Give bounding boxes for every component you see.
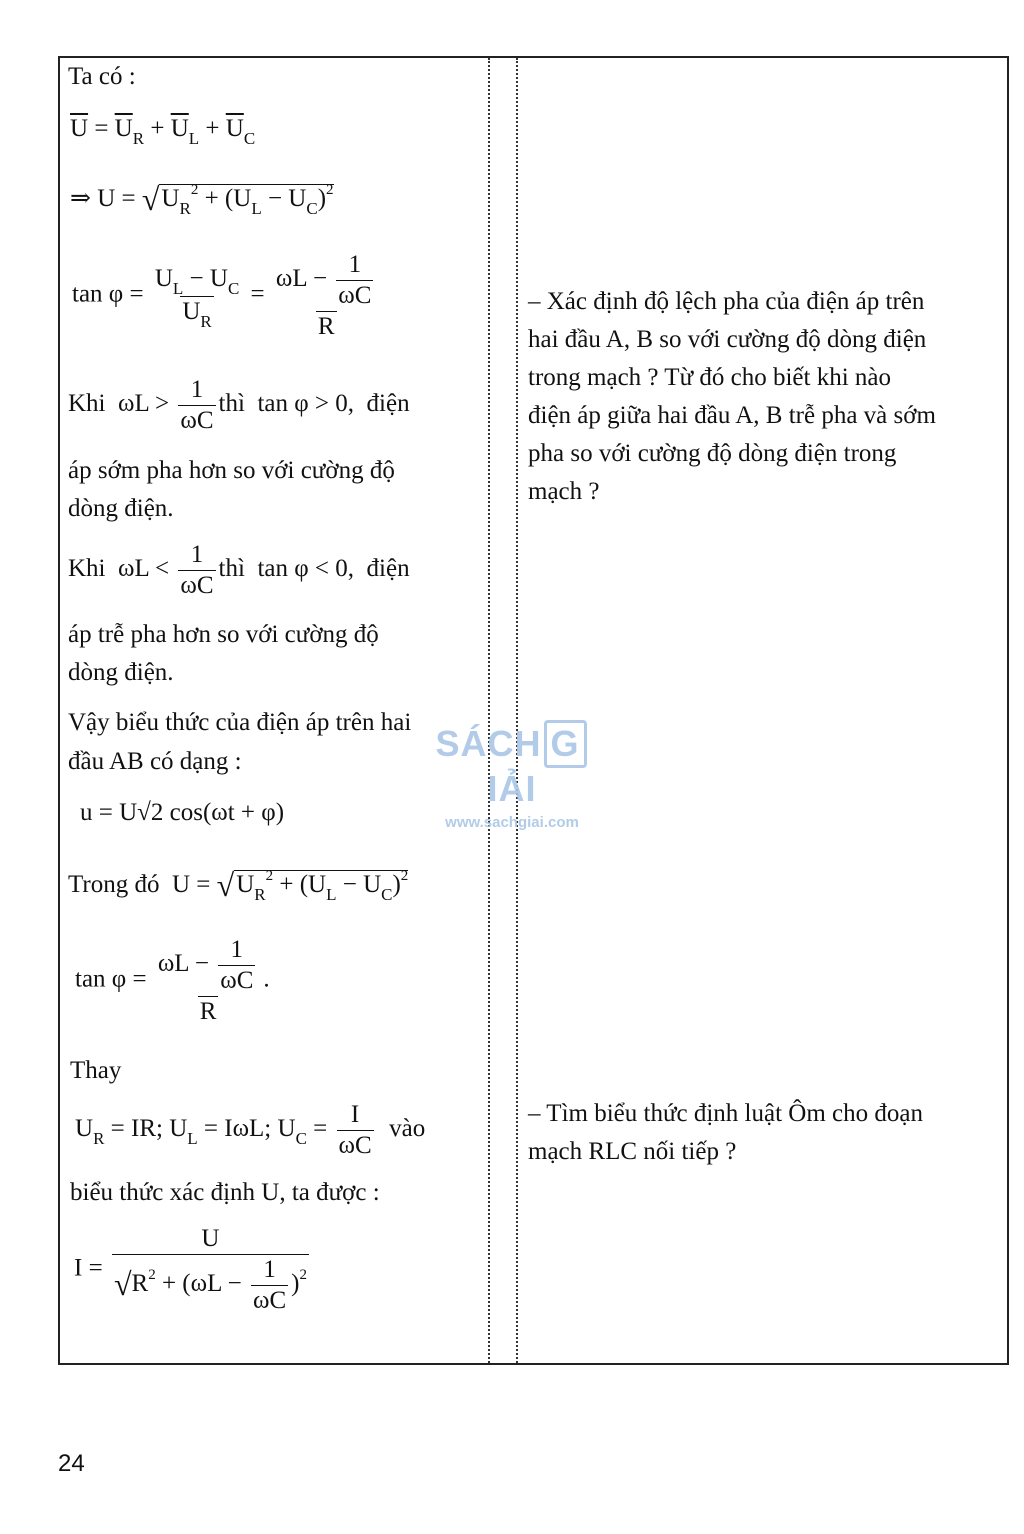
tan-phi-equation-2: tan φ = ωL − $\frac{1}{\omega C}$ R . <box>75 936 270 1025</box>
khi-1-line-3: dòng điện. <box>68 495 174 522</box>
vector-sum-equation: $\overline{U} = \overline{U}_R + \overline{U}_L + \overline{U}_C$ <box>70 115 256 148</box>
column-divider-left <box>488 58 490 1363</box>
question-1-line-1: – Xác định độ lệch pha của điện áp trên <box>528 288 925 315</box>
ohm-law-equation: I = U $√R^2 + (\omega L$ − $\frac{1}{\omega C}$ )$^2$ <box>74 1225 307 1314</box>
thay-text: Thay <box>70 1057 122 1084</box>
watermark-logo: SÁCH GIẢI www.sachgiai.com <box>412 720 612 831</box>
question-2-line-2: mạch RLC nối tiếp ? <box>528 1138 737 1165</box>
khi-1-line: Khi ωL > $\frac{1}{\omega C}$ thì tan φ > 0, điện <box>68 376 410 434</box>
question-2-line-1: – Tìm biểu thức định luật Ôm cho đoạn <box>528 1100 923 1127</box>
voltage-expression: u = U√2 cos(ωt + φ) <box>80 799 285 826</box>
column-divider-right <box>516 58 518 1363</box>
substitution-line: $U_R$ = IR; $U_L = I\omega L$; $U_C$ = $\frac{I}{\omega C}$ vào <box>75 1101 426 1159</box>
khi-1-line-2: áp sớm pha hơn so với cường độ <box>68 457 395 484</box>
page-number: 24 <box>58 1450 85 1477</box>
question-1-line-2: hai đầu A, B so với cường độ dòng điện <box>528 326 927 353</box>
watermark-url: www.sachgiai.com <box>445 814 579 831</box>
tan-phi-equation: tan φ = $\frac{U_L - U_C}{U_R}$ = ωL − $\frac{1}{\omega C}$ R <box>72 251 372 340</box>
question-1-line-4: điện áp giữa hai đầu A, B trễ pha và sớm <box>528 402 936 429</box>
question-1-line-5: pha so với cường độ dòng điện trong <box>528 440 897 467</box>
khi-2-line: Khi ωL < $\frac{1}{\omega C}$ thì tan φ < 0, điện <box>68 541 410 599</box>
vay-line-2: đầu AB có dạng : <box>68 748 242 775</box>
vay-line-1: Vậy biểu thức của điện áp trên hai <box>68 709 412 736</box>
magnitude-equation: ⇒ $U = √U_R^2 + (U_L - U_C)^2$ <box>70 181 334 218</box>
ta-co-text: Ta có : <box>68 63 136 90</box>
trong-do-equation: Trong đó $U = √U_R^2 + (U_L - U_C)^2$ <box>68 867 409 904</box>
khi-2-line-3: dòng điện. <box>68 659 174 686</box>
bieu-thuc-text: biểu thức xác định U, ta được : <box>70 1179 380 1206</box>
question-1-line-3: trong mạch ? Từ đó cho biết khi nào <box>528 364 892 391</box>
khi-2-line-2: áp trễ pha hơn so với cường độ <box>68 621 379 648</box>
question-1-line-6: mạch ? <box>528 478 600 505</box>
